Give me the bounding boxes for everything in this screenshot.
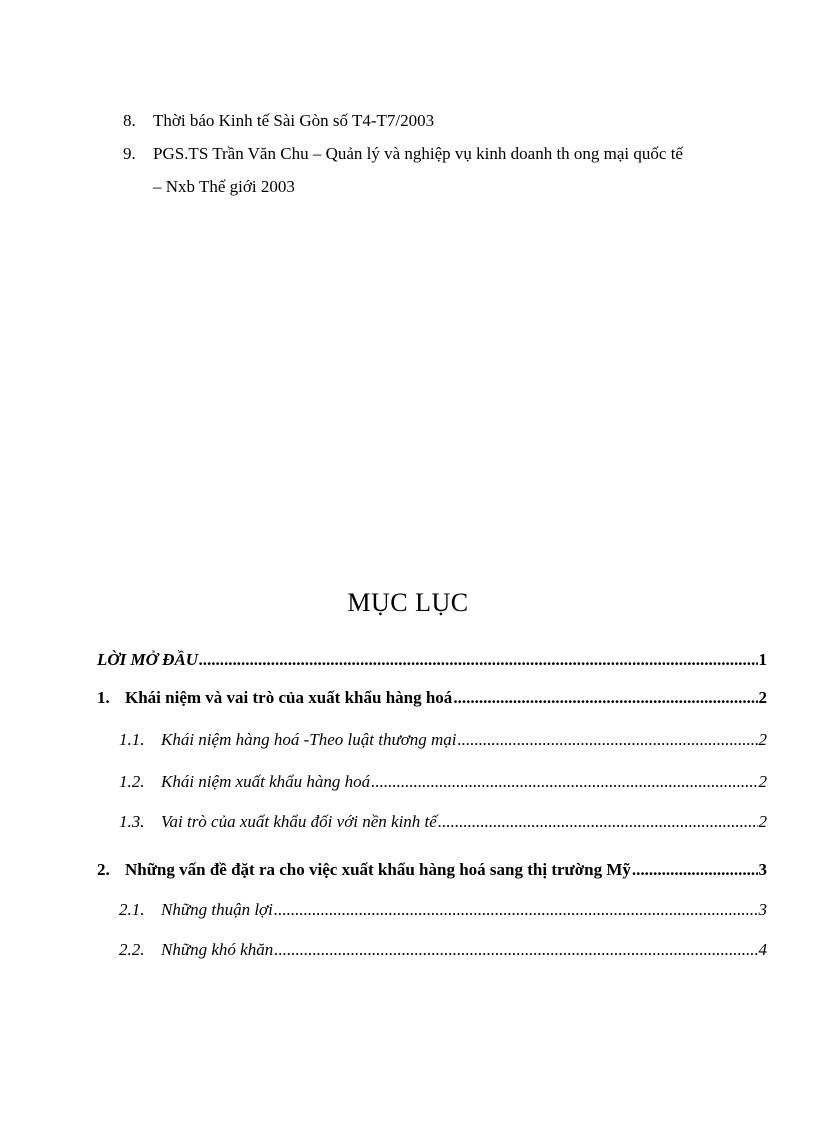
toc-entry-number: 2.2. bbox=[119, 940, 145, 959]
reference-list bbox=[120, 104, 770, 203]
toc-entry-section-2-1[interactable] bbox=[119, 900, 767, 926]
toc-leader-dots bbox=[458, 730, 758, 750]
toc-page-number: 2 bbox=[758, 812, 767, 831]
toc-entry-label: Những khó khăn bbox=[161, 940, 274, 959]
toc-leader-dots bbox=[274, 900, 758, 920]
toc-entry-section-1-3[interactable] bbox=[119, 812, 767, 838]
toc-page-number: 4 bbox=[758, 940, 767, 959]
toc-entry-number: 2. bbox=[97, 860, 110, 879]
toc-entry-label: Những thuận lợi bbox=[161, 900, 273, 919]
reference-item bbox=[120, 104, 770, 137]
toc-page-number: 1 bbox=[758, 650, 767, 669]
toc-page-number: 3 bbox=[758, 860, 767, 879]
toc-entry-section-2[interactable] bbox=[97, 860, 767, 886]
reference-text: Thời báo Kinh tế Sài Gòn số T4-T7/2003 bbox=[153, 111, 435, 130]
toc-entry-label: Khái niệm và vai trò của xuất khẩu hàng hoá bbox=[125, 688, 453, 707]
toc-page-number: 2 bbox=[758, 730, 767, 749]
reference-number: 9. bbox=[123, 144, 136, 163]
toc-entry-section-1-2[interactable] bbox=[119, 772, 767, 798]
toc-page-number: 2 bbox=[758, 688, 767, 707]
toc-entry-label: Vai trò của xuất khẩu đối với nền kinh tế bbox=[161, 812, 437, 831]
toc-entry-section-1[interactable] bbox=[97, 688, 767, 714]
reference-number: 8. bbox=[123, 111, 136, 130]
toc-entry-number: 1.1. bbox=[119, 730, 145, 749]
toc-entry-section-2-2[interactable] bbox=[119, 940, 767, 966]
toc-page-number: 3 bbox=[758, 900, 767, 919]
toc-leader-dots bbox=[371, 772, 757, 792]
reference-text-continued: – Nxb Thế giới 2003 bbox=[153, 177, 295, 196]
toc-entry-number: 1. bbox=[97, 688, 110, 707]
toc-title: MỤC LỤC bbox=[347, 588, 469, 617]
toc-leader-dots bbox=[453, 688, 757, 708]
toc-entry-number: 1.2. bbox=[119, 772, 145, 791]
toc-entry-label: Những vấn đề đặt ra cho việc xuất khẩu hàng hoá sang thị trường Mỹ bbox=[125, 860, 631, 879]
reference-item bbox=[120, 137, 770, 203]
toc-leader-dots bbox=[199, 650, 757, 670]
toc-entry-label: Khái niệm hàng hoá -Theo luật thương mại bbox=[161, 730, 457, 749]
toc-leader-dots bbox=[438, 812, 758, 832]
toc-entry-label: LỜI MỞ ĐẦU bbox=[97, 650, 199, 669]
toc-leader-dots bbox=[632, 860, 758, 880]
toc-entry-label: Khái niệm xuất khẩu hàng hoá bbox=[161, 772, 371, 791]
reference-text: PGS.TS Trần Văn Chu – Quản lý và nghiệp vụ kinh doanh th ong mại quốc tế bbox=[153, 144, 683, 163]
toc-entry-number: 1.3. bbox=[119, 812, 145, 831]
toc-entry-intro[interactable] bbox=[97, 650, 767, 676]
toc-entry-number: 2.1. bbox=[119, 900, 145, 919]
toc-entry-section-1-1[interactable] bbox=[119, 730, 767, 756]
toc-leader-dots bbox=[274, 940, 757, 960]
toc-page-number: 2 bbox=[758, 772, 767, 791]
